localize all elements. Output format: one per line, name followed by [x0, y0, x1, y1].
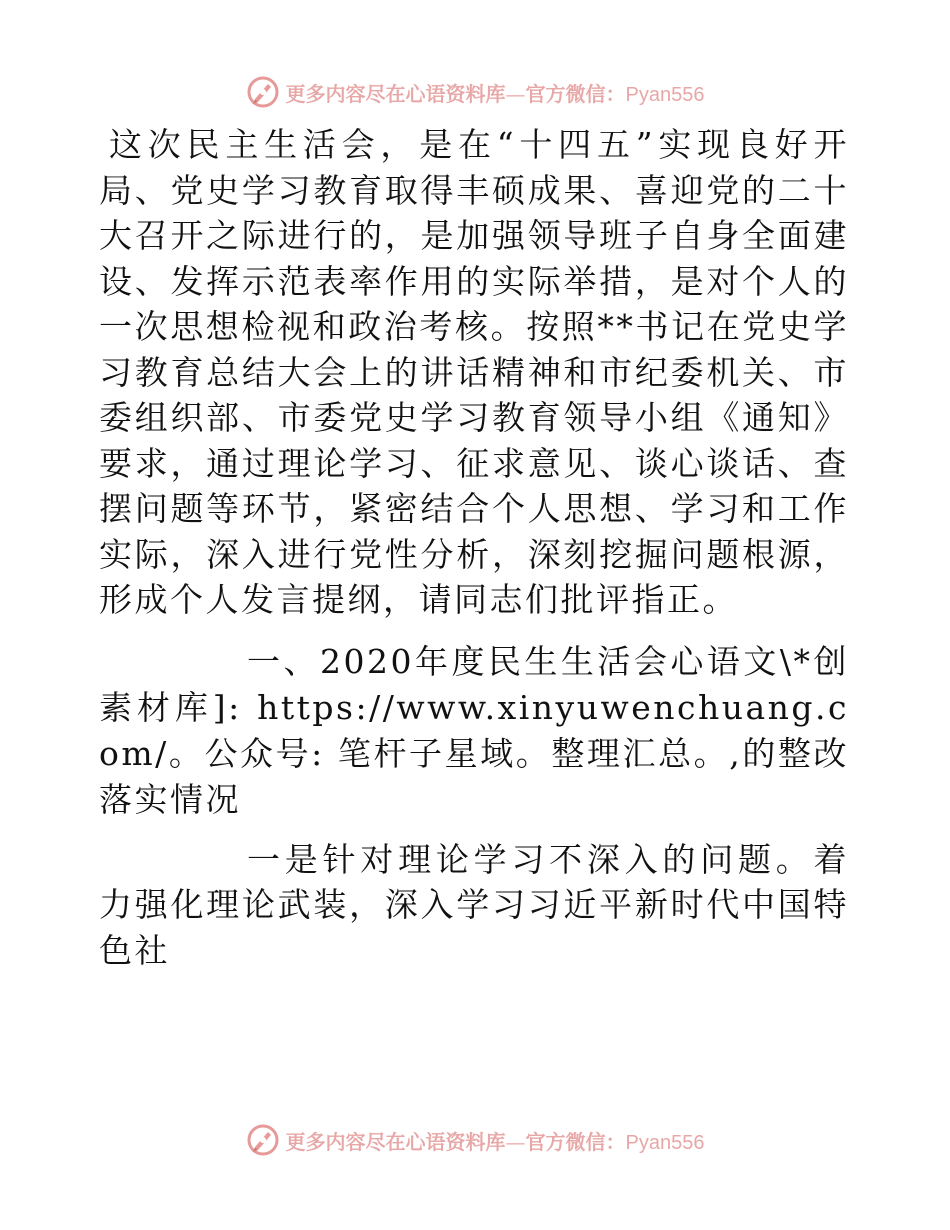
pen-logo-icon: [246, 75, 280, 109]
subsection-paragraph: 一是针对理论学习不深入的问题。着力强化理论武装，深入学习习近平新时代中国特色社: [99, 839, 849, 970]
watermark-text: 更多内容尽在心语资料库—官方微信：Pyan556: [285, 1129, 705, 1154]
footer-watermark: [0, 1120, 950, 1160]
section-heading: 一、2020年度民生生活会心语文\*创素材库]: https://www.xinyuwenchuang.com/。公众号: 笔杆子星域。整理汇总。,的整改落实情况: [99, 641, 849, 819]
document-body: [99, 122, 849, 973]
pen-logo-icon: [246, 1123, 280, 1157]
watermark-text: 更多内容尽在心语资料库—官方微信：Pyan556: [285, 81, 705, 106]
header-watermark: [0, 72, 950, 112]
intro-paragraph: 这次民主生活会，是在“十四五”实现良好开局、党史学习教育取得丰硕成果、喜迎党的二十大召开之际进行的，是加强领导班子自身全面建设、发挥示范表率作用的实际举措，是对个人的一次思想检视和政治考核。按照**书记在党史学习教育总结大会上的讲话精神和市纪委机关、市委组织部、市委党史学习教育领导小组《通知》要求，通过理论学习、征求意见、谈心谈话、查摆问题等环节，紧密结合个人思想、学习和工作实际，深入进行党性分析，深刻挖掘问题根源，形成个人发言提纲，请同志们批评指正。: [99, 125, 849, 619]
